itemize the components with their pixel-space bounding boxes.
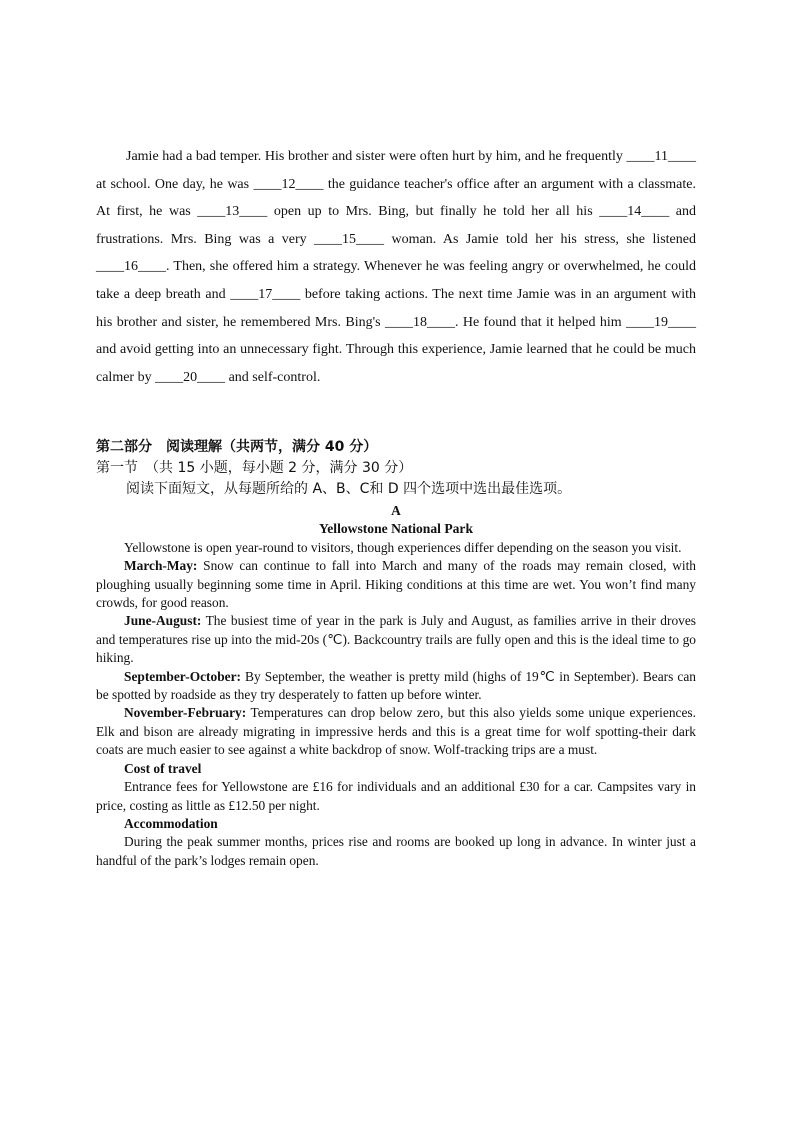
season-text: By September, the weather is pretty mild (highs of 19℃ in September). Bears can be spotted by roadside as they try desperately to fatten up before winter. (96, 668, 696, 703)
season-paragraph (96, 612, 696, 667)
reading-section-header (96, 437, 696, 500)
cloze-paragraph: Jamie had a bad temper. His brother and sister were often hurt by him, and he frequently ____11____ at school. One day, he was ____12____ the guidance teacher's office after an argument with a classmate. At first, he was ____13____ open up to Mrs. Bing, but finally he told her all his ____14____ and frustrations. Mrs. Bing was a very ____15____ woman. As Jamie told her his stress, she listened ____16____. Then, she offered him a strategy. Whenever he was feeling angry or overwhelmed, he could take a deep breath and ____17____ before taking actions. The next time Jamie was in an argument with his brother and sister, he remembered Mrs. Bing's ____18____. He found that it helped him ____19____ and avoid getting into an unnecessary fight. Through this experience, Jamie learned that he could be much calmer by ____20____ and self-control. (96, 149, 696, 385)
cloze-passage (96, 143, 696, 391)
season-text: The busiest time of year in the park is July and August, as families arrive in their droves and temperatures rise up into the mid-20s (℃). Backcountry trails are fully open and this is the ideal time to go hiking. (96, 613, 696, 666)
passage-title: Yellowstone National Park (318, 521, 474, 537)
accommodation-text: During the peak summer months, prices rise and rooms are booked up long in advance. In winter just a handful of the park’s lodges remain open. (96, 834, 696, 868)
season-text: Temperatures can drop below zero, but this also yields some unique experiences. Elk and bison are already migrating in impressive herds and this is a great time for wolf spotting-their dark coats are much easier to see against a white backdrop of snow. Wolf-tracking trips are a must. (96, 705, 696, 758)
section-instructions: 阅读下面短文，从每题所给的 A、B、C和 D 四个选项中选出最佳选项。 (126, 481, 572, 497)
part-title: 第二部分 阅读理解（共两节，满分 40 分） (96, 439, 378, 455)
season-name: September-October: (124, 668, 241, 684)
subsection-title: 第一节 （共 15 小题，每小题 2 分，满分 30 分） (96, 460, 413, 476)
season-text: Snow can continue to fall into March and many of the roads may remain closed, with ploughing usually beginning some time in April. Hiking conditions at this time are wet. You won’t find many crowds, for good reason. (96, 558, 696, 611)
season-paragraph (96, 668, 696, 705)
season-name: November-February: (124, 705, 247, 721)
accommodation-heading: Accommodation (124, 815, 218, 831)
passage-a (96, 502, 696, 870)
passage-label: A (391, 503, 401, 518)
cost-heading: Cost of travel (124, 760, 202, 776)
cost-text: Entrance fees for Yellowstone are £16 for individuals and an additional £30 for a car. Campsites vary in price, costing as little as £12.50 per night. (96, 779, 696, 813)
season-name: June-August: (124, 613, 202, 629)
season-name: March-May: (124, 558, 198, 574)
season-paragraph (96, 704, 696, 759)
season-paragraph (96, 557, 696, 612)
passage-intro: Yellowstone is open year-round to visitors, though experiences differ depending on the season you visit. (124, 539, 682, 555)
